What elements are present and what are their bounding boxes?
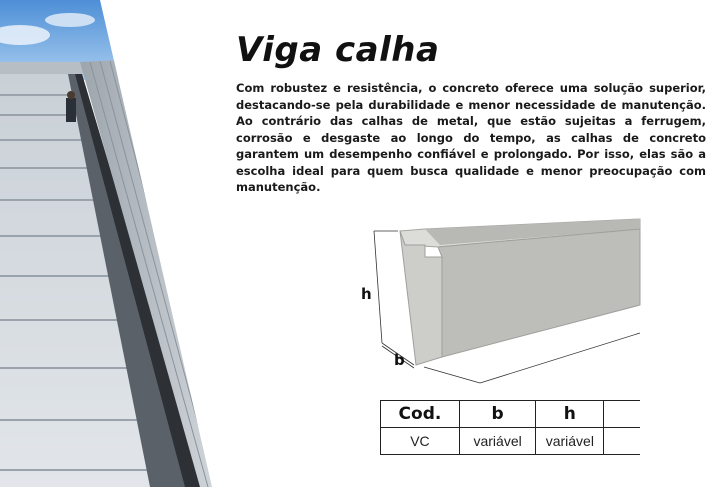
cell-b: variável: [459, 428, 535, 455]
beam-diagram: [330, 215, 640, 395]
table-row: [381, 428, 641, 455]
header-spacer: [604, 401, 640, 428]
table-header-row: [381, 401, 641, 428]
spec-table: [380, 400, 640, 455]
header-h: h: [536, 401, 604, 428]
beam-front-face: [400, 231, 442, 365]
height-dimension-label: h: [361, 285, 372, 303]
beam-side-face: [438, 229, 640, 357]
cell-h: variável: [536, 428, 604, 455]
description-paragraph: Com robustez e resistência, o concreto oferece uma solução superior, destacando-se pela durabilidade e menor necessidade de manutenção. Ao contrário das calhas de metal, que estão sujeitas a ferrugem, corrosão e desgaste ao longo do tempo, as calhas de concreto garantem um desempenho confiável e prolongado. Por isso, elas são a escolha ideal para quem busca qualidade e menor preocupação com manutenção.: [236, 81, 706, 194]
cell-cod: VC: [381, 428, 460, 455]
header-cod: Cod.: [381, 401, 460, 428]
description-container: [0, 0, 706, 200]
width-dimension-label: b: [394, 351, 405, 369]
header-b: b: [459, 401, 535, 428]
cell-spacer: [604, 428, 640, 455]
page-title: Viga calha: [236, 30, 440, 70]
